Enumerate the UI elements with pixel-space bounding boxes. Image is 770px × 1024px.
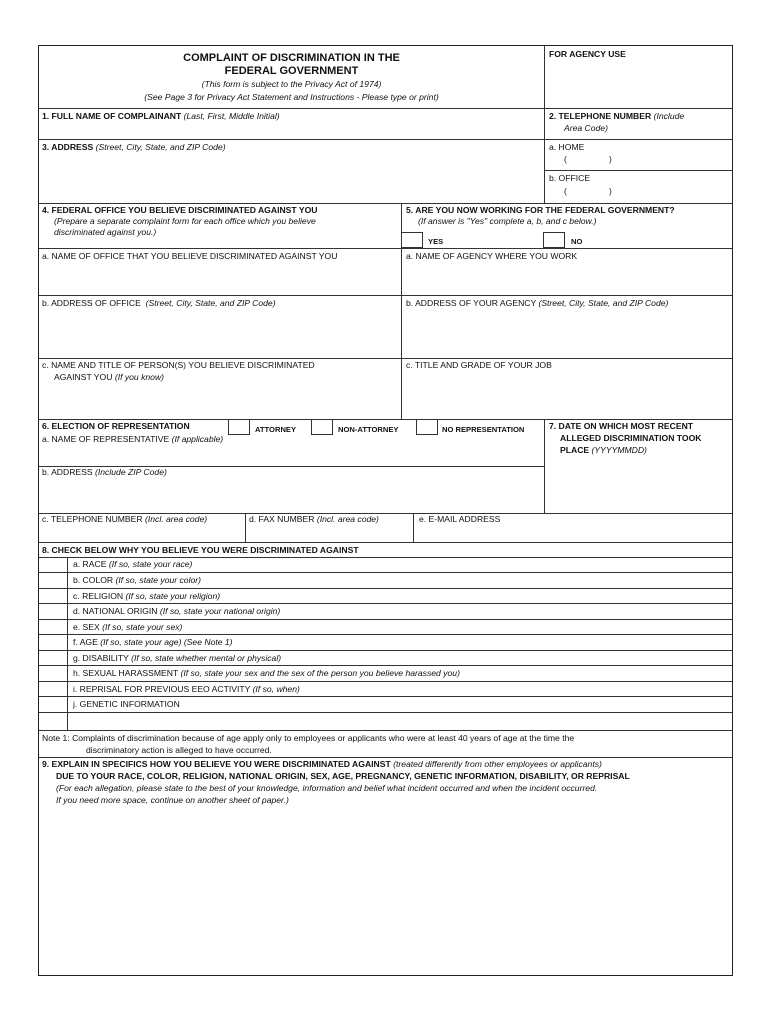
basis-item-sexual-harassment: h. SEXUAL HARASSMENT (If so, state your sex and the sex of the person you believe harassed you) (73, 668, 460, 678)
yes-label: YES (428, 237, 444, 246)
date-label-2: ALLEGED DISCRIMINATION TOOK (560, 433, 702, 443)
basis-checkbox-blank[interactable] (39, 713, 67, 729)
date-field[interactable] (545, 458, 732, 512)
explain-specifics-line-3: (For each allegation, please state to the best of your knowledge, information and belief what incident occurred and when the incident occurred. (56, 783, 598, 793)
federal-office-hint-1: (Prepare a separate complaint form for each office which you believe (54, 216, 316, 226)
working-federal-hint: (If answer is "Yes" complete a, b, and c below.) (418, 216, 597, 226)
home-phone-field[interactable] (569, 152, 719, 166)
explain-specifics-label: 9. EXPLAIN IN SPECIFICS HOW YOU BELIEVE YOU WERE DISCRIMINATED AGAINST (treated differently from other employees or applicants) (42, 759, 602, 769)
rep-email-label: e. E-MAIL ADDRESS (419, 514, 501, 524)
divider (39, 634, 732, 635)
basis-checkbox-age[interactable] (39, 635, 67, 650)
divider (39, 650, 732, 651)
working-federal-label: 5. ARE YOU NOW WORKING FOR THE FEDERAL GOVERNMENT? (406, 205, 675, 215)
divider (544, 170, 732, 171)
agency-address-field[interactable] (402, 309, 732, 357)
divider (39, 358, 732, 359)
no-label: NO (571, 237, 583, 246)
election-representation-label: 6. ELECTION OF REPRESENTATION (42, 421, 190, 431)
form-subtitle-instructions: (See Page 3 for Privacy Act Statement and Instructions - Please type or print) (144, 92, 439, 102)
divider (39, 712, 732, 713)
office-phone-field[interactable] (569, 184, 719, 198)
divider (39, 730, 732, 731)
no-representation-checkbox[interactable] (416, 419, 438, 435)
non-attorney-label: NON-ATTORNEY (338, 425, 399, 434)
agency-name-field[interactable] (402, 262, 732, 294)
job-title-grade-label: c. TITLE AND GRADE OF YOUR JOB (406, 360, 552, 370)
divider (39, 108, 732, 109)
home-phone-close-paren: ) (609, 154, 612, 164)
no-representation-label: NO REPRESENTATION (442, 425, 525, 434)
office-phone-open-paren: ( (564, 186, 567, 196)
basis-item-religion: c. RELIGION (If so, state your religion) (73, 591, 221, 601)
form-subtitle-privacy: (This form is subject to the Privacy Act of 1974) (201, 79, 382, 89)
divider (39, 203, 732, 204)
person-title-label-1: c. NAME AND TITLE OF PERSON(S) YOU BELIEVE DISCRIMINATED (42, 360, 315, 370)
divider (39, 295, 732, 296)
basis-item-race: a. RACE (If so, state your race) (73, 559, 193, 569)
rep-telephone-label: c. TELEPHONE NUMBER (Incl. area code) (42, 514, 208, 524)
federal-office-label: 4. FEDERAL OFFICE YOU BELIEVE DISCRIMINATED AGAINST YOU (42, 205, 318, 215)
home-phone-label: a. HOME (549, 142, 585, 152)
home-phone-open-paren: ( (564, 154, 567, 164)
basis-item-reprisal: i. REPRISAL FOR PREVIOUS EEO ACTIVITY (If so, when) (73, 684, 300, 694)
divider (39, 696, 732, 697)
basis-item-genetic-information: j. GENETIC INFORMATION (73, 699, 180, 709)
basis-checkbox-race[interactable] (39, 557, 67, 572)
basis-checkbox-national-origin[interactable] (39, 604, 67, 619)
basis-checkbox-reprisal[interactable] (39, 682, 67, 697)
basis-checkbox-sexual-harassment[interactable] (39, 666, 67, 681)
representative-address-label: b. ADDRESS (Include ZIP Code) (42, 467, 167, 477)
divider (39, 603, 732, 604)
divider (39, 588, 732, 589)
basis-checkbox-disability[interactable] (39, 651, 67, 666)
office-name-field[interactable] (39, 262, 401, 294)
note-1-line-2: discriminatory action is alleged to have occurred. (86, 745, 272, 755)
person-title-label-2: AGAINST YOU (If you know) (54, 372, 165, 382)
basis-item-national-origin: d. NATIONAL ORIGIN (If so, state your national origin) (73, 606, 281, 616)
basis-item-color: b. COLOR (If so, state your color) (73, 575, 202, 585)
office-address-field[interactable] (39, 309, 401, 357)
representative-name-field[interactable] (39, 445, 544, 465)
representative-name-label: a. NAME OF REPRESENTATIVE (If applicable) (42, 434, 224, 444)
address-field[interactable] (39, 154, 544, 202)
divider (39, 619, 732, 620)
rep-telephone-field[interactable] (39, 525, 245, 541)
federal-office-hint-2: discriminated against you.) (54, 227, 157, 237)
agency-use-field[interactable] (545, 60, 732, 105)
person-title-field[interactable] (39, 384, 401, 418)
divider (39, 665, 732, 666)
agency-use-label: FOR AGENCY USE (549, 49, 626, 59)
address-label: 3. ADDRESS (Street, City, State, and ZIP Code) (42, 142, 226, 152)
explain-specifics-line-4: If you need more space, continue on another sheet of paper.) (56, 795, 289, 805)
agency-address-label: b. ADDRESS OF YOUR AGENCY (Street, City, State, and ZIP Code) (406, 298, 669, 308)
office-name-label: a. NAME OF OFFICE THAT YOU BELIEVE DISCRIMINATED AGAINST YOU (42, 251, 338, 261)
note-1-line-1: Note 1: Complaints of discrimination because of age apply only to employees or applicants who were at least 40 years of age at the time the (42, 733, 575, 743)
rep-fax-field[interactable] (246, 525, 412, 541)
attorney-checkbox[interactable] (228, 419, 250, 435)
basis-item-disability: g. DISABILITY (If so, state whether mental or physical) (73, 653, 282, 663)
attorney-label: ATTORNEY (255, 425, 297, 434)
basis-checkbox-genetic-information[interactable] (39, 697, 67, 712)
divider (39, 572, 732, 573)
form-title-line1: COMPLAINT OF DISCRIMINATION IN THE (183, 52, 400, 64)
divider (39, 542, 732, 543)
agency-name-label: a. NAME OF AGENCY WHERE YOU WORK (406, 251, 578, 261)
divider (39, 139, 544, 140)
explain-specifics-line-2: DUE TO YOUR RACE, COLOR, RELIGION, NATIONAL ORIGIN, SEX, AGE, PREGNANCY, GENETIC INFORMATION, DISABILITY, OR REPRISAL (56, 771, 630, 781)
basis-item-age: f. AGE (If so, state your age) (See Note 1) (73, 637, 233, 647)
telephone-hint: Area Code) (564, 123, 608, 133)
job-title-grade-field[interactable] (402, 372, 732, 418)
divider (39, 757, 732, 758)
date-label-1: 7. DATE ON WHICH MOST RECENT (549, 421, 694, 431)
representative-address-field[interactable] (39, 478, 544, 512)
office-phone-close-paren: ) (609, 186, 612, 196)
office-address-label: b. ADDRESS OF OFFICE (Street, City, State, and ZIP Code) (42, 298, 276, 308)
telephone-label: 2. TELEPHONE NUMBER (Include (549, 111, 685, 121)
date-label-3: PLACE (YYYYMMDD) (560, 445, 647, 455)
divider (39, 248, 732, 249)
basis-list (39, 557, 732, 730)
basis-checkbox-religion[interactable] (39, 589, 67, 604)
divider (39, 681, 732, 682)
complaint-form (38, 45, 733, 976)
yes-checkbox[interactable] (401, 232, 423, 248)
discrimination-basis-label: 8. CHECK BELOW WHY YOU BELIEVE YOU WERE DISCRIMINATED AGAINST (42, 545, 359, 555)
no-checkbox[interactable] (543, 232, 565, 248)
non-attorney-checkbox[interactable] (311, 419, 333, 435)
rep-fax-label: d. FAX NUMBER (Incl. area code) (249, 514, 379, 524)
form-title-line2: FEDERAL GOVERNMENT (224, 65, 359, 77)
divider (544, 139, 732, 140)
full-name-label: 1. FULL NAME OF COMPLAINANT (Last, First, Middle Initial) (42, 111, 280, 121)
rep-email-field[interactable] (414, 525, 732, 541)
full-name-field[interactable] (39, 122, 544, 139)
office-phone-label: b. OFFICE (549, 173, 591, 183)
basis-item-sex: e. SEX (If so, state your sex) (73, 622, 183, 632)
explain-specifics-field[interactable] (39, 808, 732, 974)
basis-checkbox-color[interactable] (39, 573, 67, 588)
basis-checkbox-sex[interactable] (39, 620, 67, 635)
divider (39, 419, 732, 420)
